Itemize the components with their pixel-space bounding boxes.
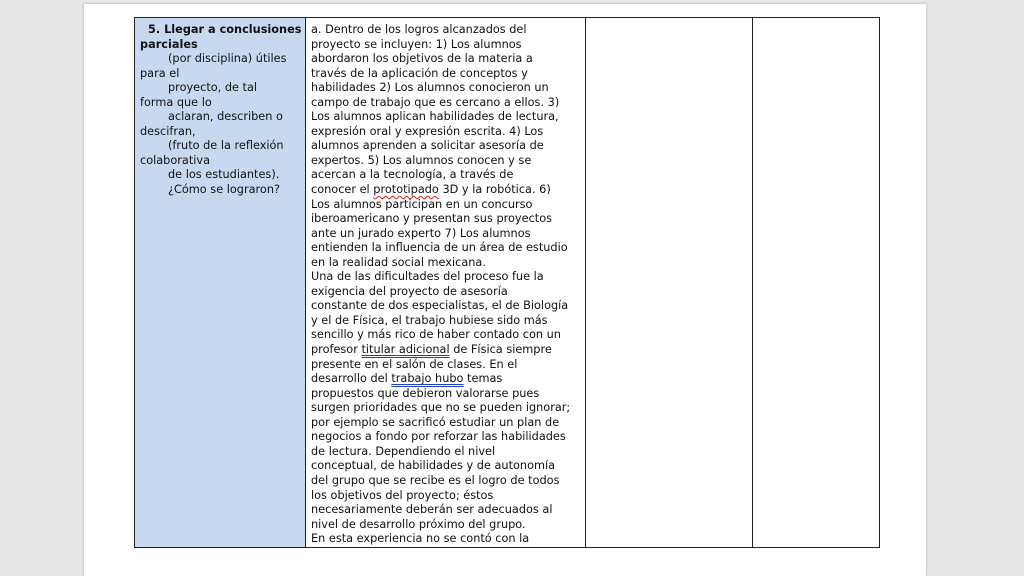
- grammar-error-mark[interactable]: trabajo hubo: [391, 372, 464, 386]
- criterion-description: [140, 52, 302, 197]
- criterion-heading-line2: parciales: [140, 37, 198, 51]
- response-line: propuestos que debieron valorarse pues: [311, 386, 540, 400]
- criterion-line: (por disciplina) útiles: [168, 52, 287, 66]
- response-line: En esta experiencia no se contó con la: [311, 532, 530, 546]
- response-line: de lectura. Dependiendo el nivel: [311, 444, 496, 458]
- response-line: los objetivos del proyecto; éstos: [311, 488, 494, 502]
- response-line: a. Dentro de los logros alcanzados del: [311, 23, 527, 36]
- table-row: [135, 18, 880, 548]
- response-line: exigencia del proyecto de asesoría: [311, 284, 508, 298]
- response-line: alumnos aprenden a solicitar asesoría de: [311, 139, 544, 153]
- empty-cell-col4[interactable]: [753, 18, 880, 548]
- criterion-line: descifran,: [140, 124, 196, 138]
- response-line: del grupo que se recibe es el logro de todos: [311, 473, 560, 487]
- response-line: habilidades 2) Los alumnos conocieron un: [311, 81, 549, 95]
- response-line: profesor titular adicional de Física siempre: [311, 343, 552, 357]
- response-line: iberoamericano y presentan sus proyectos: [311, 212, 552, 226]
- criterion-line: proyecto, de tal: [168, 81, 258, 95]
- criterion-line: de los estudiantes).: [168, 168, 280, 182]
- document-page: [84, 4, 926, 576]
- response-line: entienden la influencia de un área de estudio: [311, 241, 568, 255]
- response-line: expresión oral y expresión escrita. 4) Los: [311, 124, 544, 138]
- response-line: abordaron los objetivos de la materia a: [311, 52, 533, 66]
- response-line: desarrollo del trabajo hubo temas: [311, 372, 503, 386]
- response-line: y el de Física, el trabajo hubiese sido más: [311, 313, 548, 327]
- criterion-line: aclaran, describen o: [168, 110, 283, 124]
- evaluation-table: [134, 17, 880, 548]
- response-line: sencillo y más rico de haber contado con un: [311, 328, 561, 342]
- response-line: presente en el salón de clases. En el: [311, 357, 518, 371]
- response-line: acercan a la tecnología, a través de: [311, 168, 514, 182]
- response-line: Los alumnos aplican habilidades de lectura,: [311, 110, 559, 124]
- response-line: nivel de desarrollo próximo del grupo.: [311, 517, 526, 531]
- response-line: Una de las dificultades del proceso fue la: [311, 270, 544, 284]
- response-line: en la realidad social mexicana.: [311, 255, 486, 269]
- empty-cell-col3[interactable]: [586, 18, 753, 548]
- response-line: proyecto se incluyen: 1) Los alumnos: [311, 37, 522, 51]
- response-line: expertos. 5) Los alumnos conocen y se: [311, 153, 532, 167]
- response-line: ante un jurado experto 7) Los alumnos: [311, 226, 531, 240]
- response-line: conceptual, de habilidades y de autonomía: [311, 459, 556, 473]
- criterion-line: forma que lo: [140, 95, 212, 109]
- criterion-line: para el: [140, 66, 180, 80]
- response-line: surgen prioridades que no se pueden ignorar;: [311, 401, 571, 415]
- response-line: través de la aplicación de conceptos y: [311, 66, 528, 80]
- response-line: constante de dos especialistas, el de Biología: [311, 299, 569, 313]
- criterion-line: (fruto de la reflexión: [168, 139, 284, 153]
- response-line: negocios a fondo por reforzar las habilidades: [311, 430, 566, 444]
- criterion-line: colaborativa: [140, 153, 211, 167]
- response-line: Los alumnos participan en un concurso: [311, 197, 533, 211]
- response-line: campo de trabajo que es cercano a ellos. 3): [311, 95, 560, 109]
- grammar-error-mark[interactable]: titular adicional: [361, 343, 450, 357]
- response-line: por ejemplo se sacrificó estudiar un plan de: [311, 415, 560, 429]
- response-cell[interactable]: [306, 18, 586, 548]
- response-line: conocer el prototipado 3D y la robótica. 6): [311, 183, 551, 197]
- response-line: necesariamente deberán ser adecuados al: [311, 503, 553, 517]
- criterion-line: ¿Cómo se lograron?: [168, 183, 280, 197]
- criterion-heading: 5. Llegar a conclusiones: [148, 23, 302, 36]
- spelling-error-mark[interactable]: prototipado: [373, 183, 439, 197]
- response-text: [311, 23, 583, 547]
- criterion-cell[interactable]: [135, 18, 306, 548]
